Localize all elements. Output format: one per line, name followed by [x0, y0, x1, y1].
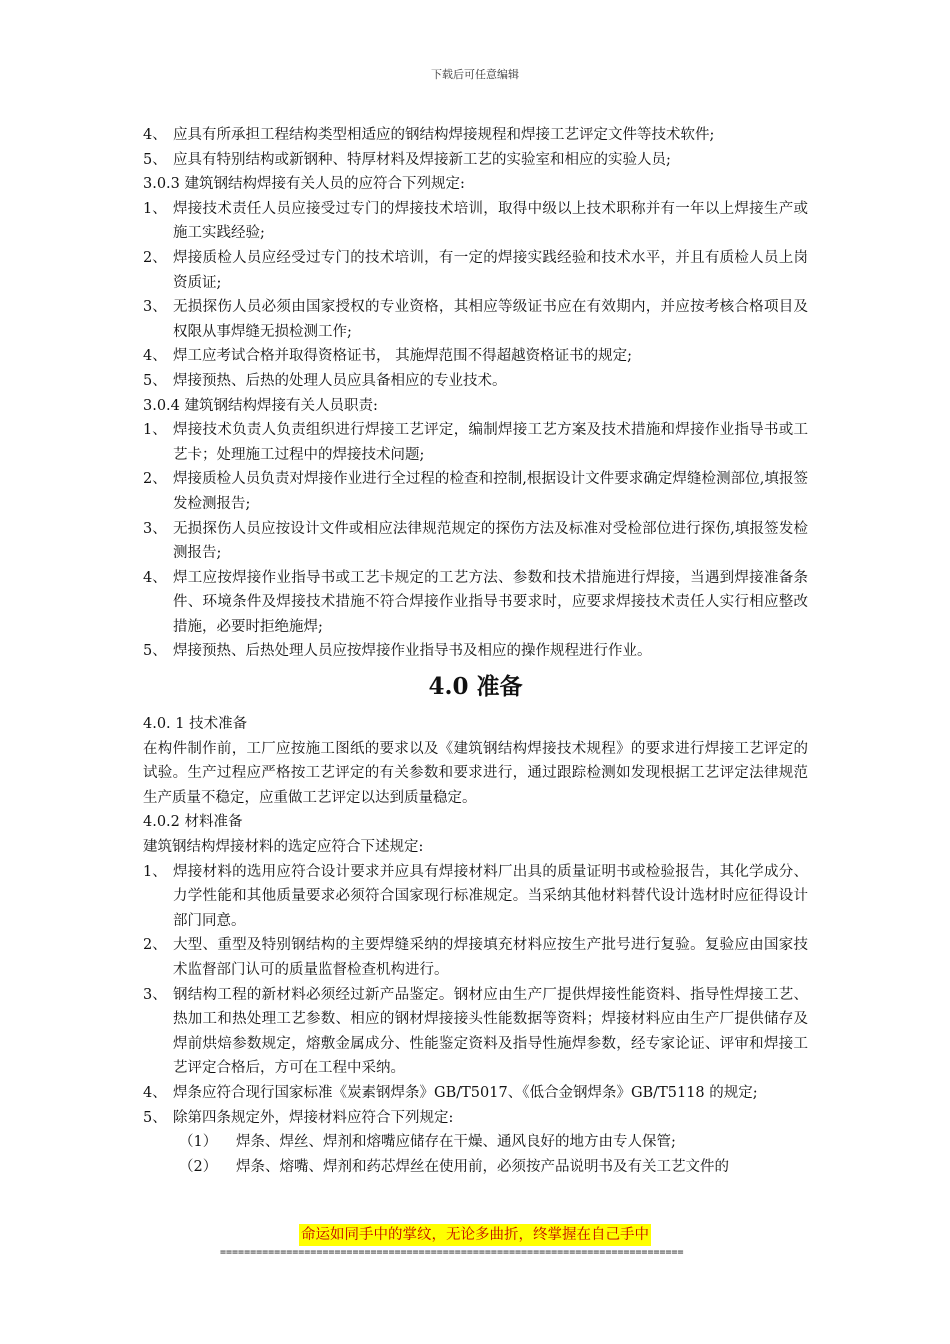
section-paragraph-401: 在构件制作前，工厂应按施工图纸的要求以及《建筑钢结构焊接技术规程》的要求进行焊接工艺评定的试验。生产过程应严格按工艺评定的有关参数和要求进行，通过跟踪检测如发现根据工艺评定法律规范生产质量不稳定，应重做工艺评定以达到质量稳定。: [143, 740, 808, 806]
chapter-heading: 4.0 准备: [428, 673, 523, 701]
list-item: [143, 517, 808, 566]
item-text: 焊接预热、后热的处理人员应具备相应的专业技术。: [173, 372, 507, 389]
list-item: [143, 1081, 808, 1106]
list-item: [143, 123, 808, 148]
list-item: [143, 197, 808, 246]
item-number: 5、: [143, 643, 167, 660]
list-item: [143, 369, 808, 394]
item-number: 3、: [143, 299, 167, 316]
item-text: 无损探伤人员必须由国家授权的专业资格，其相应等级证书应在有效期内，并应按考核合格项目及权限从事焊缝无损检测工作;: [173, 299, 808, 340]
list-item: [143, 1106, 808, 1131]
item-number: 1、: [143, 200, 167, 217]
section-title-401: 4.0. 1 技术准备: [143, 716, 248, 733]
item-number: 2、: [143, 249, 167, 266]
item-number: 4、: [143, 569, 167, 586]
sub-list-item: [143, 1155, 808, 1180]
item-number: 4、: [143, 127, 167, 143]
footer: [0, 1224, 950, 1246]
list-item: [143, 639, 808, 664]
item-text: 大型、重型及特别钢结构的主要焊缝采纳的焊接填充材料应按生产批号进行复验。复验应由国家技术监督部门认可的质量监督检查机构进行。: [173, 937, 808, 978]
item-text: 焊工应考试合格并取得资格证书， 其施焊范围不得超越资格证书的规定;: [173, 348, 632, 365]
sub-item-number: （1）: [179, 1134, 218, 1151]
item-number: 4、: [143, 348, 167, 365]
list-item: [143, 148, 808, 173]
item-number: 1、: [143, 422, 167, 439]
item-text: 无损探伤人员应按设计文件或相应法律规范规定的探伤方法及标准对受检部位进行探伤,填报签发检测报告;: [173, 520, 808, 562]
sub-list-item: [143, 1130, 808, 1155]
section-intro-402: 建筑钢结构焊接材料的选定应符合下述规定:: [143, 839, 424, 856]
item-number: 3、: [143, 520, 167, 537]
sub-item-number: （2）: [179, 1158, 218, 1175]
section-title-303: 3.0.3 建筑钢结构焊接有关人员的应符合下列规定:: [143, 176, 465, 193]
item-number: 5、: [143, 151, 167, 168]
item-number: 4、: [143, 1084, 167, 1101]
list-item: [143, 566, 808, 640]
item-text: 焊工应按焊接作业指导书或工艺卡规定的工艺方法、参数和技术措施进行焊接，当遇到焊接准备条件、环境条件及焊接技术措施不符合焊接作业指导书要求时，应要求焊接技术责任人实行相应整改措施，必要时拒绝施焊;: [173, 569, 808, 635]
item-number: 5、: [143, 372, 167, 389]
item-text: 焊接质检人员负责对焊接作业进行全过程的检查和控制,根据设计文件要求确定焊缝检测部位,填报签发检测报告;: [173, 471, 808, 512]
item-number: 1、: [143, 863, 167, 880]
sub-item-text: 焊条、熔嘴、焊剂和药芯焊丝在使用前，必须按产品说明书及有关工艺文件的: [236, 1158, 729, 1175]
item-number: 5、: [143, 1109, 167, 1126]
list-item: [143, 344, 808, 369]
item-number: 2、: [143, 471, 167, 488]
item-text: 焊接质检人员应经受过专门的技术培训，有一定的焊接实践经验和技术水平，并且有质检人员上岗资质证;: [173, 249, 808, 291]
item-text: 应具有特别结构或新钢种、特厚材料及焊接新工艺的实验室和相应的实验人员;: [173, 151, 671, 168]
footer-motto: 命运如同手中的掌纹，无论多曲折，终掌握在自己手中: [299, 1224, 651, 1246]
item-text: 焊接预热、后热处理人员应按焊接作业指导书及相应的操作规程进行作业。: [173, 643, 652, 660]
item-text: 应具有所承担工程结构类型相适应的钢结构焊接规程和焊接工艺评定文件等技术软件;: [173, 127, 715, 143]
list-item: [143, 983, 808, 1081]
item-text: 除第四条规定外，焊接材料应符合下列规定:: [173, 1109, 454, 1126]
sub-item-text: 焊条、焊丝、焊剂和熔嘴应储存在干燥、通风良好的地方由专人保管;: [236, 1134, 676, 1151]
page-header-note: 下载后可任意编辑: [431, 68, 519, 81]
item-text: 钢结构工程的新材料必须经过新产品鉴定。钢材应由生产厂提供焊接性能资料、指导性焊接工艺、热加工和热处理工艺参数、相应的钢材焊接接头性能数据等资料；焊接材料应由生产厂提供储存及焊前烘焙参数规定，熔敷金属成分、性能鉴定资料及指导性施焊参数，经专家论证、评审和焊接工艺评定合格后，方可在工程中采纳。: [173, 986, 808, 1077]
list-item: [143, 860, 808, 934]
footer-rule: =============================================================================: [220, 1247, 684, 1258]
list-item: [143, 418, 808, 467]
section-title-402: 4.0.2 材料准备: [143, 814, 243, 831]
item-number: 2、: [143, 937, 167, 954]
item-text: 焊接技术责任人员应接受过专门的焊接技术培训，取得中级以上技术职称并有一年以上焊接生产或施工实践经验;: [173, 200, 808, 242]
item-text: 焊接技术负责人负责组织进行焊接工艺评定，编制焊接工艺方案及技术措施和焊接作业指导书或工艺卡；处理施工过程中的焊接技术问题;: [173, 422, 808, 463]
list-item: [143, 246, 808, 295]
item-text: 焊条应符合现行国家标准《炭素钢焊条》GB/T5017、《低合金钢焊条》GB/T5118 的规定;: [173, 1084, 758, 1101]
list-item: [143, 295, 808, 344]
item-text: 焊接材料的选用应符合设计要求并应具有焊接材料厂出具的质量证明书或检验报告，其化学成分、力学性能和其他质量要求必须符合国家现行标准规定。当采纳其他材料替代设计选材时应征得设计部门同意。: [173, 863, 808, 929]
item-number: 3、: [143, 986, 167, 1003]
list-item: [143, 467, 808, 516]
document-body: [143, 123, 808, 1179]
list-item: [143, 933, 808, 982]
section-title-304: 3.0.4 建筑钢结构焊接有关人员职责:: [143, 397, 378, 414]
